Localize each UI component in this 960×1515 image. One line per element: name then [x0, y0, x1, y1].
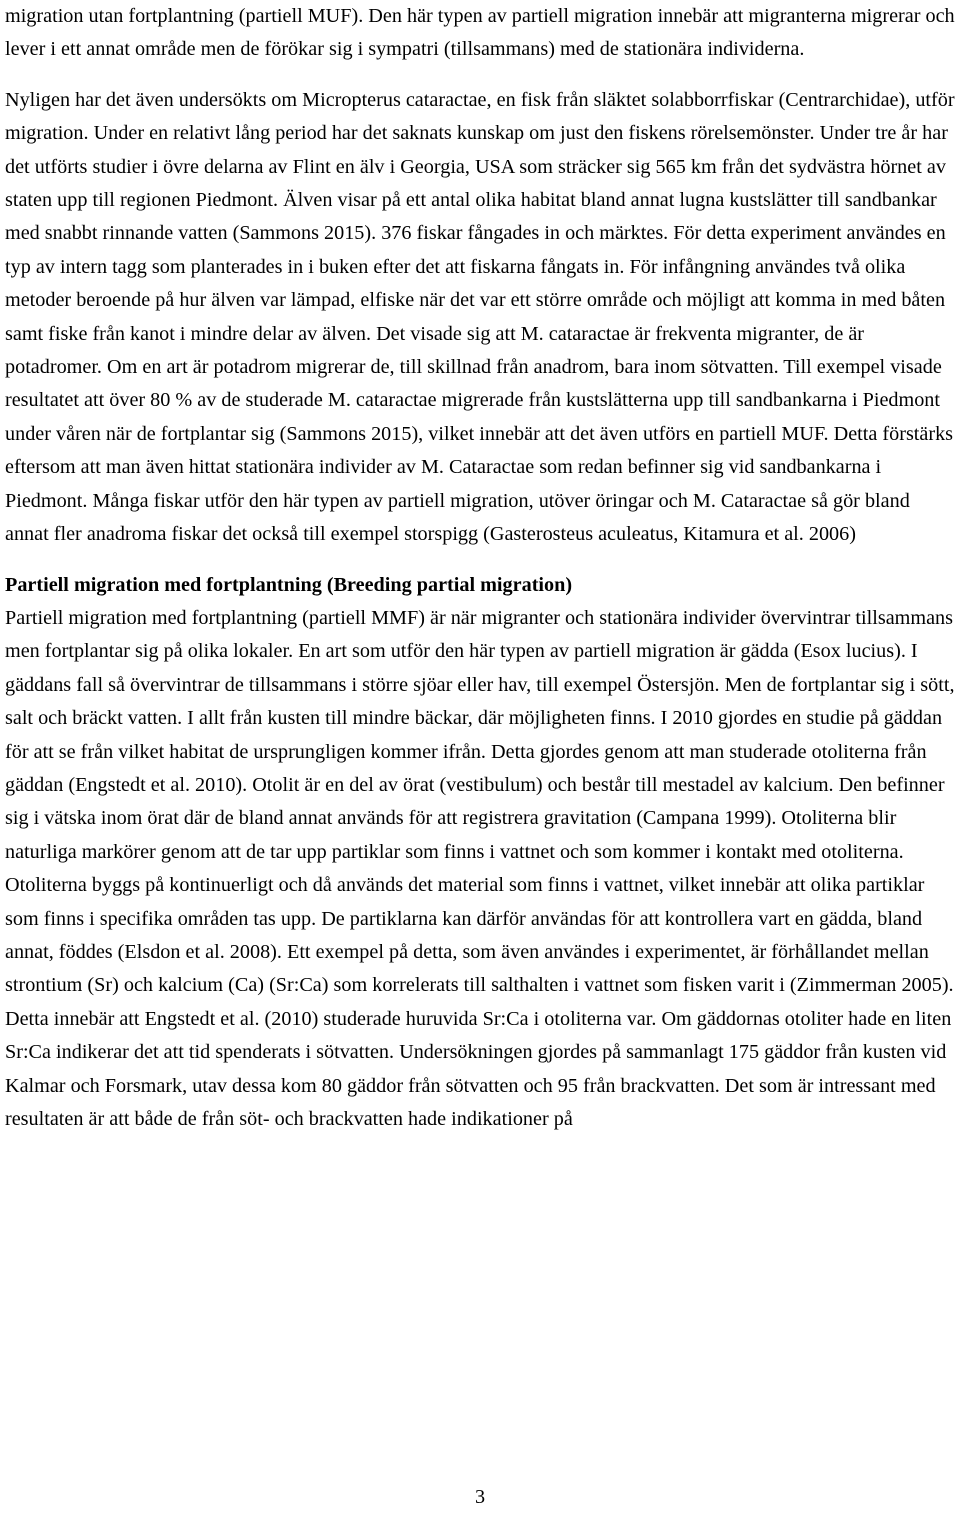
document-page — [5, 0, 957, 1136]
section-heading: Partiell migration med fortplantning (Breeding partial migration) — [5, 573, 573, 596]
page-number: 3 — [474, 1486, 486, 1508]
paragraph-spacer — [5, 67, 957, 84]
paragraph-breeding-partial-migration: Partiell migration med fortplantning (partiell MMF) är när migranter och stationära individer övervintrar tillsammans men fortplantar sig på olika lokaler. En art som utför den här typen av partiell migration är gädda (Esox lucius). I gäddans fall så övervintrar de tillsammans i större sjöar eller hav, till exempel Östersjön. Men de fortplantar sig i sött, salt och bräckt vatten. I allt från kusten till mindre bäckar, där möjligheten finns. I 2010 gjordes en studie på gäddan för att se från vilket habitat de ursprungligen kommer ifrån. Detta gjordes genom att man studerade otoliterna från gäddan (Engstedt et al. 2010). Otolit är en del av örat (vestibulum) och består till mestadel av kalcium. Den befinner sig i vätska inom örat där de bland annat används för att registrera gravitation (Campana 1999). Otoliterna blir naturliga markörer genom att de tar upp partiklar som finns i vattnet och som kommer i kontakt med otoliterna. Otoliterna byggs på kontinuerligt och då används det material som finns i vattnet, vilket innebär att olika partiklar som finns i specifika områden tas upp. De partiklarna kan därför användas för att kontrollera vart en gädda, bland annat, föddes (Elsdon et al. 2008). Ett exempel på detta, som även användes i experimentet, är förhållandet mellan strontium (Sr) och kalcium (Ca) (Sr:Ca) som korrelerats till salthalten i vattnet som fisken varit i (Zimmerman 2005). Detta innebär att Engstedt et al. (2010) studerade huruvida Sr:Ca i otoliterna var. Om gäddornas otoliter hade en liten Sr:Ca indikerar det att tid spenderats i sötvatten. Undersökningen gjordes på sammanlagt 175 gäddor från kusten vid Kalmar och Forsmark, utav dessa kom 80 gäddor från sötvatten och 95 från brackvatten. Det som är intressant med resultaten är att både de från söt- och brackvatten hade indikationer på — [5, 606, 955, 1130]
paragraph-micropterus: Nyligen har det även undersökts om Micropterus cataractae, en fisk från släktet solabborrfiskar (Centrarchidae), utför migration. Under en relativt lång period har det saknats kunskap om just den fiskens rörelsemönster. Under tre år har det utförts studier i övre delarna av Flint en älv i Georgia, USA som sträcker sig 565 km från det sydvästra hörnet av staten upp till regionen Piedmont. Älven visar på ett antal olika habitat bland annat lugna kustslätter till sandbankar med snabbt rinnande vatten (Sammons 2015). 376 fiskar fångades in och märktes. För detta experiment användes en typ av intern tagg som planterades in i buken efter det att fiskarna fångats in. För infångning användes två olika metoder beroende på hur älven var lämpad, elfiske när det var ett större område och möjligt att komma in med båten samt fiske från kanot i mindre delar av älven. Det visade sig att M. cataractae är frekventa migranter, de är potadromer. Om en art är potadrom migrerar de, till skillnad från anadrom, bara inom sötvatten. Till exempel visade resultatet att över 80 % av de studerade M. cataractae migrerade från kustslätterna upp till sandbankarna i Piedmont under våren när de fortplantar sig (Sammons 2015), vilket innebär att det även utförs en partiell MUF. Detta förstärks eftersom att man även hittat stationära individer av M. Cataractae som redan befinner sig vid sandbankarna i Piedmont. Många fiskar utför den här typen av partiell migration, utöver öringar och M. Cataractae så gör bland annat fler anadroma fiskar det också till exempel storspigg (Gasterosteus aculeatus, Kitamura et al. 2006) — [5, 88, 955, 546]
paragraph-spacer — [5, 552, 957, 569]
paragraph-partial-muf-end: migration utan fortplantning (partiell MUF). Den här typen av partiell migration innebär att migranterna migrerar och lever i ett annat område men de förökar sig i sympatri (tillsammans) med de stationära individerna. — [5, 5, 955, 61]
